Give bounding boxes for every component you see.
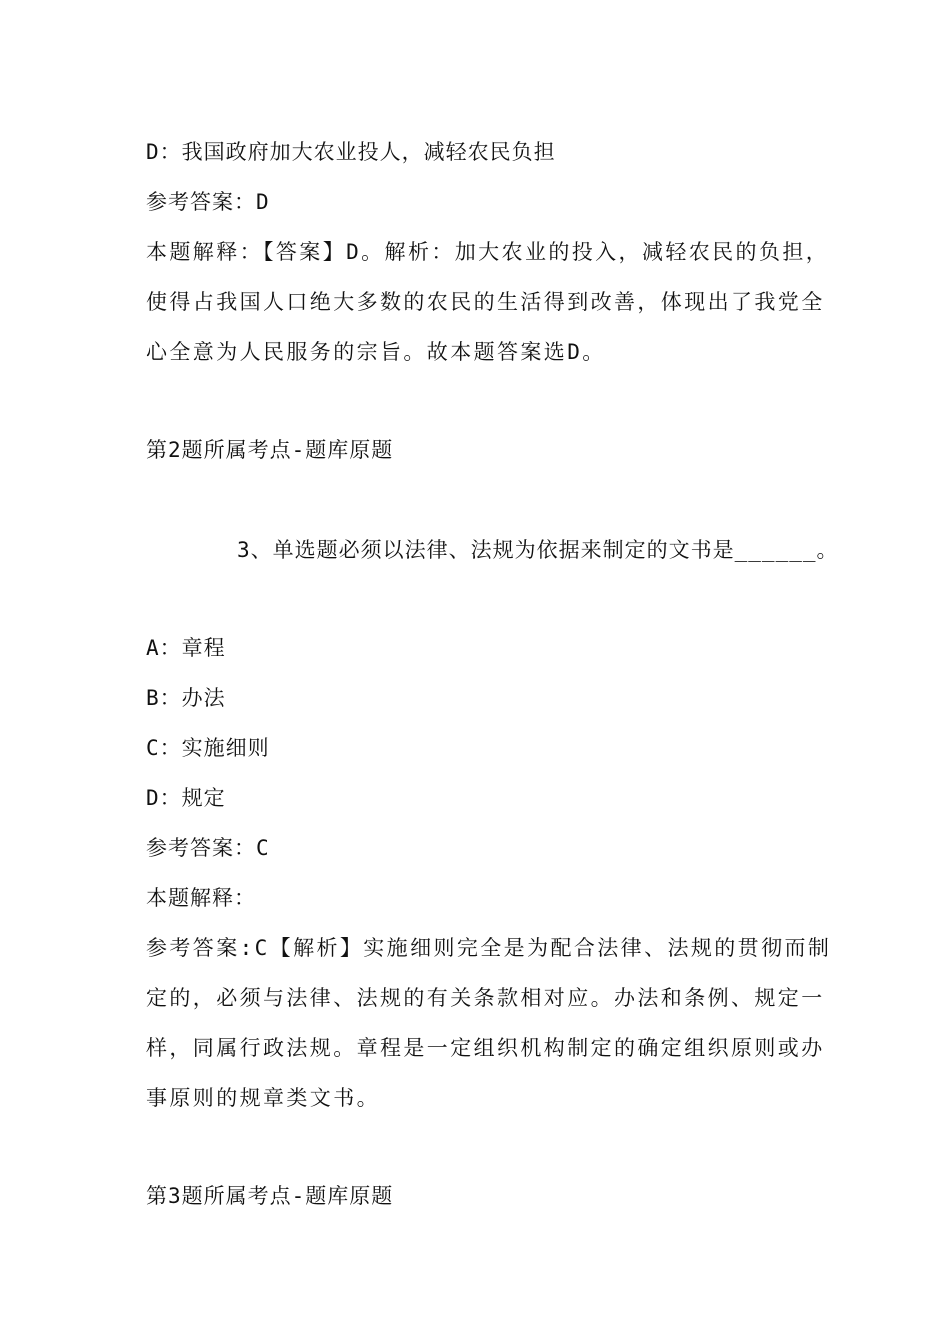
q2-explanation-line: 本题解释：【答案】D。解析：加大农业的投入，减轻农民的负担， xyxy=(146,240,830,264)
q3-option-b: B：办法 xyxy=(146,686,226,710)
q3-option-c: C：实施细则 xyxy=(146,736,270,760)
q3-explanation-label: 本题解释： xyxy=(146,886,256,910)
q3-option-d: D：规定 xyxy=(146,786,226,810)
q2-point: 第2题所属考点-题库原题 xyxy=(146,438,394,462)
q2-option-d: D：我国政府加大农业投人，减轻农民负担 xyxy=(146,140,556,164)
q3-explanation-line: 事原则的规章类文书。 xyxy=(146,1086,380,1110)
q3-question: 3、单选题必须以法律、法规为依据来制定的文书是______。 xyxy=(237,538,839,562)
q2-explanation-line: 使得占我国人口绝大多数的农民的生活得到改善，体现出了我党全 xyxy=(146,290,825,314)
q3-point: 第3题所属考点-题库原题 xyxy=(146,1184,394,1208)
q3-answer: 参考答案：C xyxy=(146,836,270,860)
q3-explanation-line: 参考答案:C【解析】实施细则完全是为配合法律、法规的贯彻而制 xyxy=(146,936,832,960)
q3-explanation-line: 定的，必须与法律、法规的有关条款相对应。办法和条例、规定一 xyxy=(146,986,825,1010)
q2-answer: 参考答案：D xyxy=(146,190,270,214)
q2-explanation-line: 心全意为人民服务的宗旨。故本题答案选D。 xyxy=(146,340,606,364)
q3-option-a: A：章程 xyxy=(146,636,226,660)
q3-explanation-line: 样，同属行政法规。章程是一定组织机构制定的确定组织原则或办 xyxy=(146,1036,825,1060)
